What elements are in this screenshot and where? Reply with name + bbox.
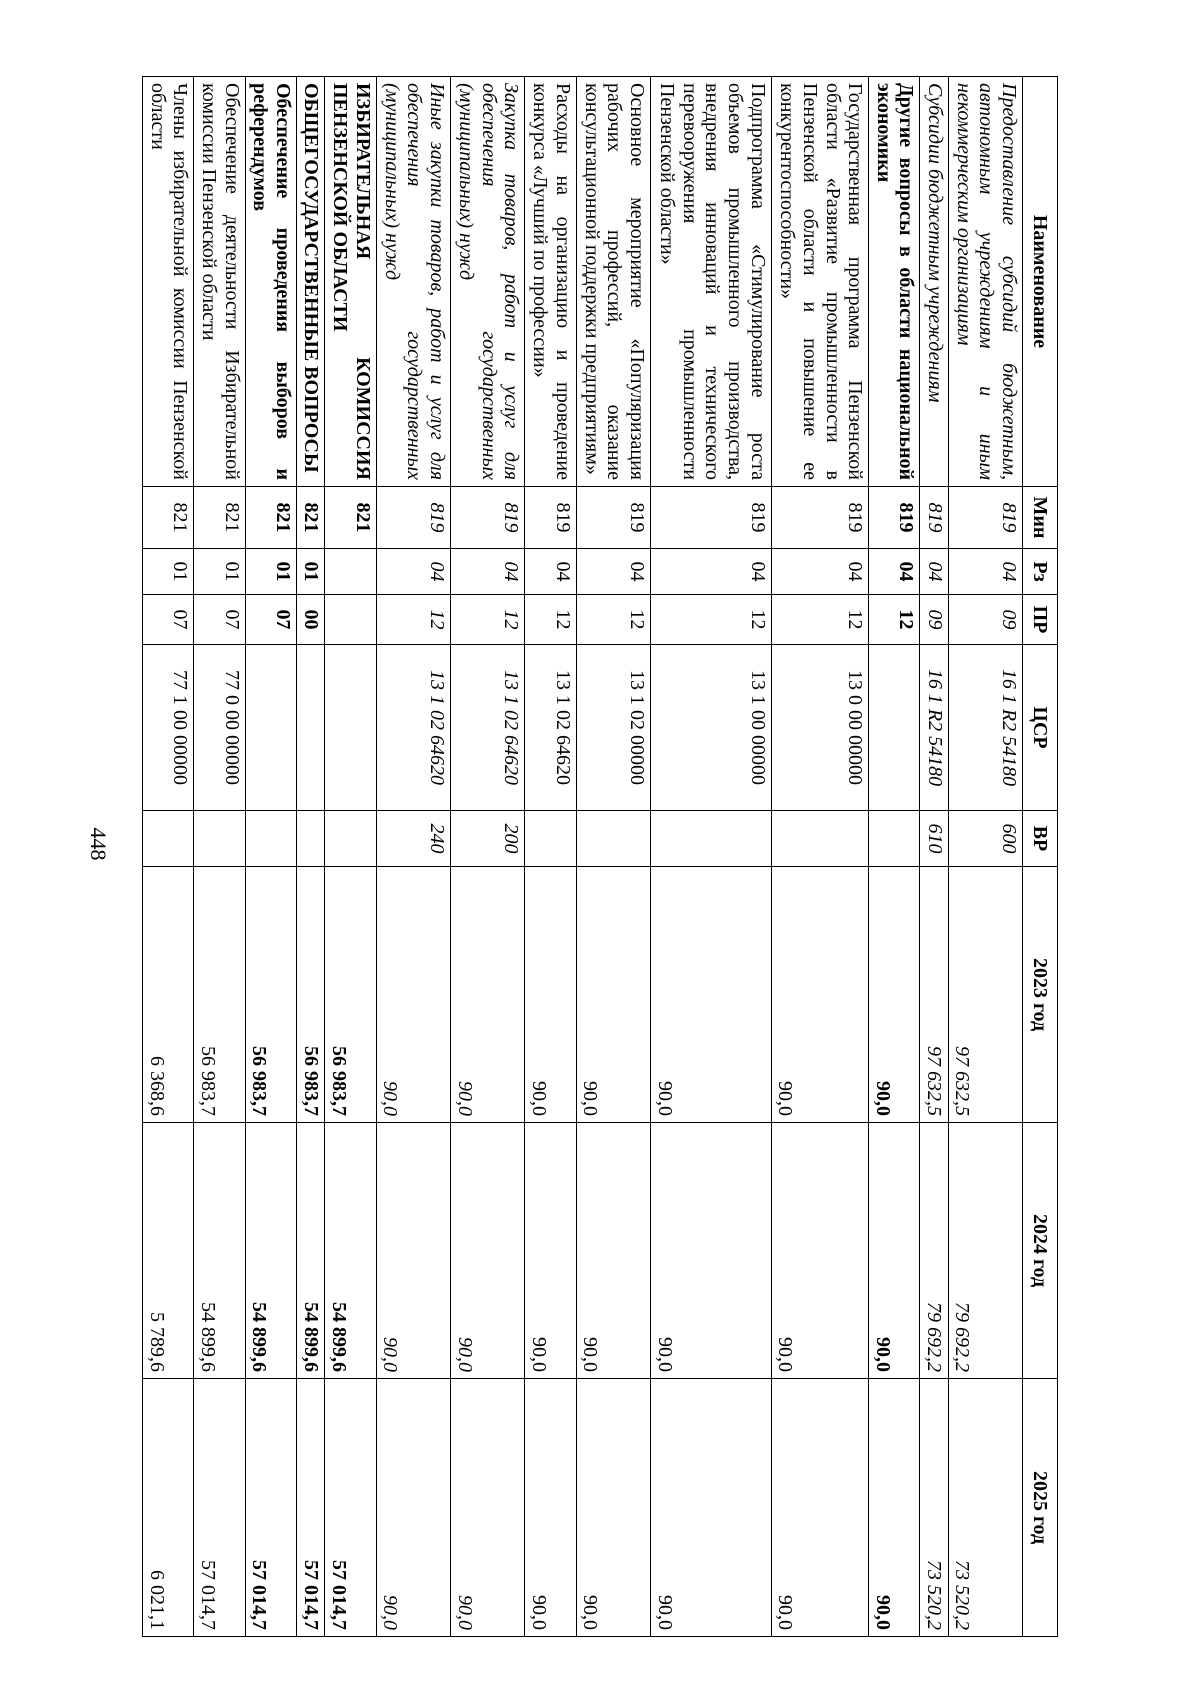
row-2024: 54 899,6 (325, 1123, 376, 1379)
row-2025: 90,0 (525, 1379, 576, 1637)
row-2023: 97 632,5 (948, 867, 1022, 1123)
row-2023: 56 983,7 (194, 867, 245, 1123)
row-vr (143, 811, 194, 867)
row-csr (297, 645, 325, 811)
header-2025: 2025 год (1023, 1379, 1058, 1637)
row-vr (525, 811, 576, 867)
header-vr: ВР (1023, 811, 1058, 867)
row-vr (325, 811, 376, 867)
row-2024: 79 692,2 (920, 1123, 948, 1379)
table-row (576, 77, 650, 1637)
row-vr: 610 (920, 811, 948, 867)
row-csr: 77 1 00 00000 (143, 645, 194, 811)
row-rz: 01 (297, 549, 325, 595)
row-vr: 240 (376, 811, 450, 867)
row-2025: 90,0 (450, 1379, 524, 1637)
row-csr (325, 645, 376, 811)
table-row (325, 77, 376, 1637)
header-2023: 2023 год (1023, 867, 1058, 1123)
row-vr (771, 811, 869, 867)
table-row (525, 77, 576, 1637)
row-rz: 04 (869, 549, 920, 595)
row-2023: 97 632,5 (920, 867, 948, 1123)
row-pr: 00 (297, 595, 325, 645)
row-2025: 90,0 (651, 1379, 772, 1637)
row-2025: 90,0 (576, 1379, 650, 1637)
row-min: 821 (143, 487, 194, 549)
row-name: Обеспечение деятельности Избирательной комиссии Пензенской области (194, 77, 245, 487)
row-2024: 90,0 (450, 1123, 524, 1379)
row-2023: 90,0 (376, 867, 450, 1123)
row-name: Государственная программа Пензенской области «Развитие промышленности в Пензенской области и повышение ее конкурентоспособности» (771, 77, 869, 487)
row-2023: 56 983,7 (245, 867, 296, 1123)
row-2023: 90,0 (869, 867, 920, 1123)
row-rz (325, 549, 376, 595)
row-2024: 54 899,6 (194, 1123, 245, 1379)
table-row (194, 77, 245, 1637)
row-csr: 13 1 02 64620 (376, 645, 450, 811)
row-pr: 12 (771, 595, 869, 645)
row-csr: 13 1 02 64620 (450, 645, 524, 811)
row-csr: 16 1 R2 54180 (948, 645, 1022, 811)
budget-table-page (142, 76, 1058, 1636)
row-2025: 57 014,7 (297, 1379, 325, 1637)
row-min: 819 (450, 487, 524, 549)
row-2024: 90,0 (869, 1123, 920, 1379)
page-number: 448 (86, 827, 111, 861)
row-csr: 16 1 R2 54180 (920, 645, 948, 811)
row-pr: 12 (651, 595, 772, 645)
row-min: 819 (576, 487, 650, 549)
table-row (771, 77, 869, 1637)
row-2025: 57 014,7 (245, 1379, 296, 1637)
table-row (450, 77, 524, 1637)
row-rz: 01 (194, 549, 245, 595)
row-rz: 01 (245, 549, 296, 595)
row-2023: 90,0 (651, 867, 772, 1123)
row-2024: 5 789,6 (143, 1123, 194, 1379)
row-vr (651, 811, 772, 867)
table-row (651, 77, 772, 1637)
row-2023: 90,0 (771, 867, 869, 1123)
row-name: Иные закупки товаров, работ и услуг для обеспечения государственных (муниципальных) нужд (376, 77, 450, 487)
row-csr: 13 1 02 00000 (576, 645, 650, 811)
row-2024: 79 692,2 (948, 1123, 1022, 1379)
row-2023: 90,0 (525, 867, 576, 1123)
header-2024: 2024 год (1023, 1123, 1058, 1379)
header-name: Наименование (1023, 77, 1058, 487)
row-min: 821 (325, 487, 376, 549)
table-row (376, 77, 450, 1637)
row-min: 819 (948, 487, 1022, 549)
row-rz: 04 (525, 549, 576, 595)
row-min: 819 (525, 487, 576, 549)
row-vr (869, 811, 920, 867)
row-name: Члены избирательной комиссии Пензенской области (143, 77, 194, 487)
row-2025: 73 520,2 (920, 1379, 948, 1637)
row-name: Предоставление субсидий бюджетным, автономным учреждениям и иным некоммерческим организациям (948, 77, 1022, 487)
row-2023: 90,0 (450, 867, 524, 1123)
row-2024: 54 899,6 (245, 1123, 296, 1379)
row-pr: 07 (245, 595, 296, 645)
budget-table (142, 76, 1058, 1637)
row-csr: 13 1 00 00000 (651, 645, 772, 811)
row-name: Субсидии бюджетным учреждениям (920, 77, 948, 487)
row-pr: 07 (194, 595, 245, 645)
row-2023: 56 983,7 (297, 867, 325, 1123)
row-2025: 57 014,7 (325, 1379, 376, 1637)
table-row (245, 77, 296, 1637)
row-name: Расходы на организацию и проведение конкурса «Лучший по профессии» (525, 77, 576, 487)
table-row (920, 77, 948, 1637)
row-2024: 90,0 (525, 1123, 576, 1379)
row-2024: 90,0 (576, 1123, 650, 1379)
row-2025: 57 014,7 (194, 1379, 245, 1637)
row-vr (576, 811, 650, 867)
row-rz: 04 (576, 549, 650, 595)
row-name: Обеспечение проведения выборов и референдумов (245, 77, 296, 487)
row-2024: 90,0 (651, 1123, 772, 1379)
row-2025: 90,0 (869, 1379, 920, 1637)
row-name: ОБЩЕГОСУДАРСТВЕННЫЕ ВОПРОСЫ (297, 77, 325, 487)
row-pr: 09 (920, 595, 948, 645)
row-min: 821 (245, 487, 296, 549)
table-row (869, 77, 920, 1637)
row-vr (245, 811, 296, 867)
row-2025: 73 520,2 (948, 1379, 1022, 1637)
row-pr: 12 (450, 595, 524, 645)
row-rz: 01 (143, 549, 194, 595)
row-min: 819 (376, 487, 450, 549)
row-min: 821 (297, 487, 325, 549)
row-min: 821 (194, 487, 245, 549)
table-row (297, 77, 325, 1637)
header-csr: ЦСР (1023, 645, 1058, 811)
row-rz: 04 (948, 549, 1022, 595)
row-min: 819 (771, 487, 869, 549)
row-name: Подпрограмма «Стимулирование роста объемов промышленного производства, внедрения инноваций и технического перевооружения промышленности Пензенской области» (651, 77, 772, 487)
row-name: Другие вопросы в области национальной экономики (869, 77, 920, 487)
row-csr: 13 0 00 00000 (771, 645, 869, 811)
row-csr: 77 0 00 00000 (194, 645, 245, 811)
row-2025: 90,0 (771, 1379, 869, 1637)
row-vr: 600 (948, 811, 1022, 867)
row-vr (297, 811, 325, 867)
row-rz: 04 (376, 549, 450, 595)
table-row (143, 77, 194, 1637)
row-name: Основное мероприятие «Популяризация рабочих профессий, оказание консультационной поддержки предприятиям» (576, 77, 650, 487)
table-header-row (1023, 77, 1058, 1637)
header-pr: ПР (1023, 595, 1058, 645)
table-row (948, 77, 1022, 1637)
table-body (143, 77, 1023, 1637)
row-rz: 04 (920, 549, 948, 595)
row-2023: 6 368,6 (143, 867, 194, 1123)
row-pr: 12 (525, 595, 576, 645)
row-2024: 54 899,6 (297, 1123, 325, 1379)
row-name: ИЗБИРАТЕЛЬНАЯ КОМИССИЯ ПЕНЗЕНСКОЙ ОБЛАСТИ (325, 77, 376, 487)
row-csr: 13 1 02 64620 (525, 645, 576, 811)
row-vr (194, 811, 245, 867)
header-rz: Рз (1023, 549, 1058, 595)
row-2025: 90,0 (376, 1379, 450, 1637)
row-2023: 90,0 (576, 867, 650, 1123)
row-min: 819 (651, 487, 772, 549)
row-min: 819 (869, 487, 920, 549)
header-min: Мин (1023, 487, 1058, 549)
row-vr: 200 (450, 811, 524, 867)
row-pr: 12 (376, 595, 450, 645)
row-pr (325, 595, 376, 645)
row-min: 819 (920, 487, 948, 549)
row-2024: 90,0 (771, 1123, 869, 1379)
row-2024: 90,0 (376, 1123, 450, 1379)
row-rz: 04 (771, 549, 869, 595)
row-pr: 07 (143, 595, 194, 645)
row-2023: 56 983,7 (325, 867, 376, 1123)
row-pr: 12 (576, 595, 650, 645)
row-pr: 09 (948, 595, 1022, 645)
row-2025: 6 021,1 (143, 1379, 194, 1637)
row-rz: 04 (651, 549, 772, 595)
row-name: Закупка товаров, работ и услуг для обеспечения государственных (муниципальных) нужд (450, 77, 524, 487)
row-rz: 04 (450, 549, 524, 595)
row-csr (869, 645, 920, 811)
row-csr (245, 645, 296, 811)
row-pr: 12 (869, 595, 920, 645)
